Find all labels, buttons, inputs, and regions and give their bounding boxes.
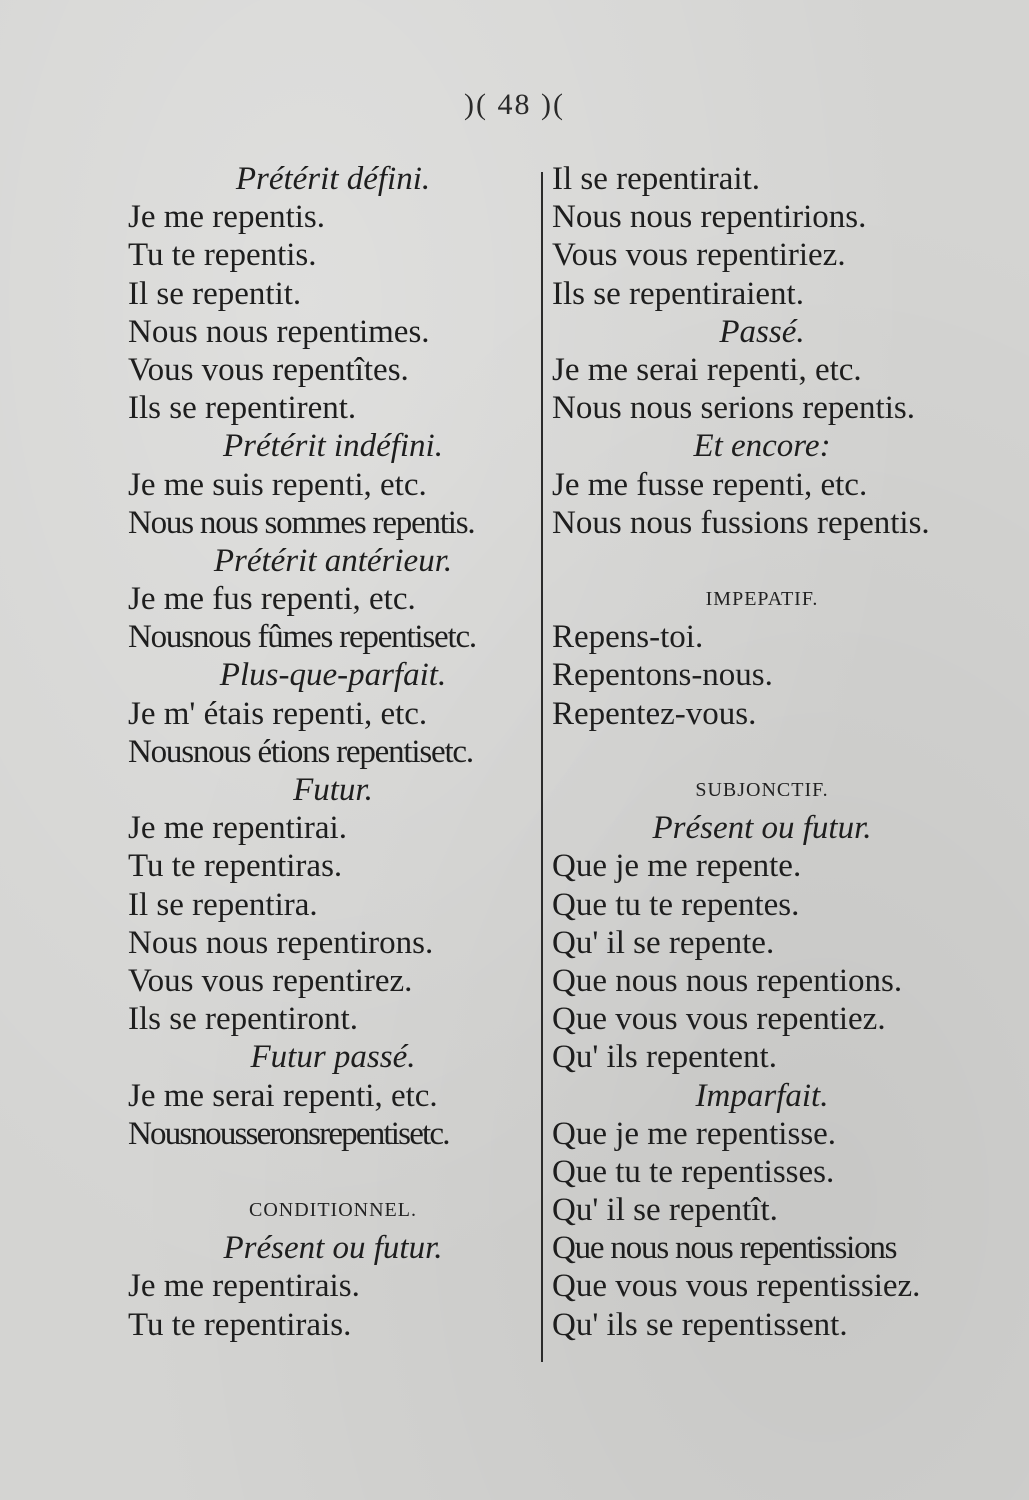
conjugation-line: Il se repentirait. [552,161,760,197]
heading-preterit-anterieur: Prétérit antérieur. [213,542,453,579]
conjugation-line: Ils se repentiraient. [552,275,804,312]
conjugation-line: Que nous nous repentions. [552,962,903,999]
heading-futur-passe: Futur passé. [250,1039,416,1076]
conjugation-line: Que vous vous repentissiez. [552,1268,921,1305]
conjugation-line: Qu' ils se repentissent. [552,1306,848,1343]
conjugation-line: Qu' ils repentent. [552,1039,777,1076]
conjugation-line: Repentez-vous. [552,695,757,732]
conjugation-line: Nousnous fûmes repentisetc. [128,619,476,656]
heading-preterit-indefini: Prétérit indéfini. [223,428,443,465]
conjugation-line: Tu te repentiras. [128,848,343,885]
page-number: )( 48 )( [464,88,565,121]
column-divider [541,172,543,1362]
conjugation-line: Il se repentit. [128,275,302,312]
conjugation-line: Je me serai repenti, etc. [128,1077,438,1114]
left-column [128,160,538,1344]
conjugation-line: Je me repentirai. [128,810,347,847]
conjugation-line: Nous nous serions repentis. [552,390,915,427]
heading-imparfait: Imparfait. [695,1077,829,1114]
section-title-subjonctif: SUBJONCTIF. [695,779,829,801]
heading-present-ou-futur: Présent ou futur. [652,810,872,847]
conjugation-line: Nousnous étions repentisetc. [128,733,473,770]
conjugation-line: Je m' étais repenti, etc. [128,695,428,732]
conjugation-line: Que je me repente. [552,848,802,885]
conjugation-line: Nous nous fussions repentis. [552,504,930,541]
conjugation-line: Que je me repentisse. [552,1115,837,1152]
heading-futur: Futur. [293,772,373,808]
conjugation-line: Que tu te repentisses. [552,1153,835,1190]
conjugation-line: Il se repentira. [128,886,318,923]
heading-preterit-defini: Prétérit défini. [235,161,431,197]
conjugation-line: Que nous nous repentissions [552,1230,897,1267]
conjugation-line: Que tu te repentes. [552,886,800,923]
conjugation-line: Tu te repentirais. [128,1306,352,1343]
conjugation-line: Ils se repentirent. [128,390,357,427]
section-title-imperatif: IMPEPATIF. [705,588,819,611]
spacer [552,733,972,771]
conjugation-line: Nous nous sommes repentis. [128,504,475,541]
spacer [552,542,972,580]
heading-present-ou-futur: Présent ou futur. [223,1230,443,1267]
conjugation-line: Repentons-nous. [552,657,773,694]
conjugation-line: Tu te repentis. [128,237,317,274]
conjugation-line: Nous nous repentimes. [128,313,430,350]
conjugation-line: Vous vous repentîtes. [128,351,409,388]
heading-et-encore: Et encore: [693,428,831,465]
conjugation-line: Je me repentis. [128,199,326,236]
conjugation-line: Je me fus repenti, etc. [128,581,416,618]
conjugation-line: Vous vous repentiriez. [552,237,846,274]
conjugation-line: Que vous vous repentiez. [552,1001,886,1038]
conjugation-line: Qu' il se repente. [552,924,775,961]
conjugation-line: Je me suis repenti, etc. [128,466,427,503]
conjugation-line: Nous nous repentirons. [128,924,434,961]
conjugation-line: Je me fusse repenti, etc. [552,466,868,503]
conjugation-line: Qu' il se repentît. [552,1192,778,1229]
right-column [552,160,972,1344]
conjugation-line: Ils se repentiront. [128,1001,359,1038]
heading-plus-que-parfait: Plus-que-parfait. [219,657,447,694]
conjugation-line: Repens-toi. [552,619,704,656]
heading-passe: Passé. [719,313,805,350]
spacer [128,1153,538,1191]
conjugation-line: Je me serai repenti, etc. [552,351,862,388]
conjugation-line: Vous vous repentirez. [128,962,413,999]
section-title-conditionnel: CONDITIONNEL. [249,1199,417,1222]
conjugation-line: Nousnousseronsrepentisetc. [128,1115,449,1152]
conjugation-line: Nous nous repentirions. [552,199,867,236]
conjugation-line: Je me repentirais. [128,1268,360,1305]
